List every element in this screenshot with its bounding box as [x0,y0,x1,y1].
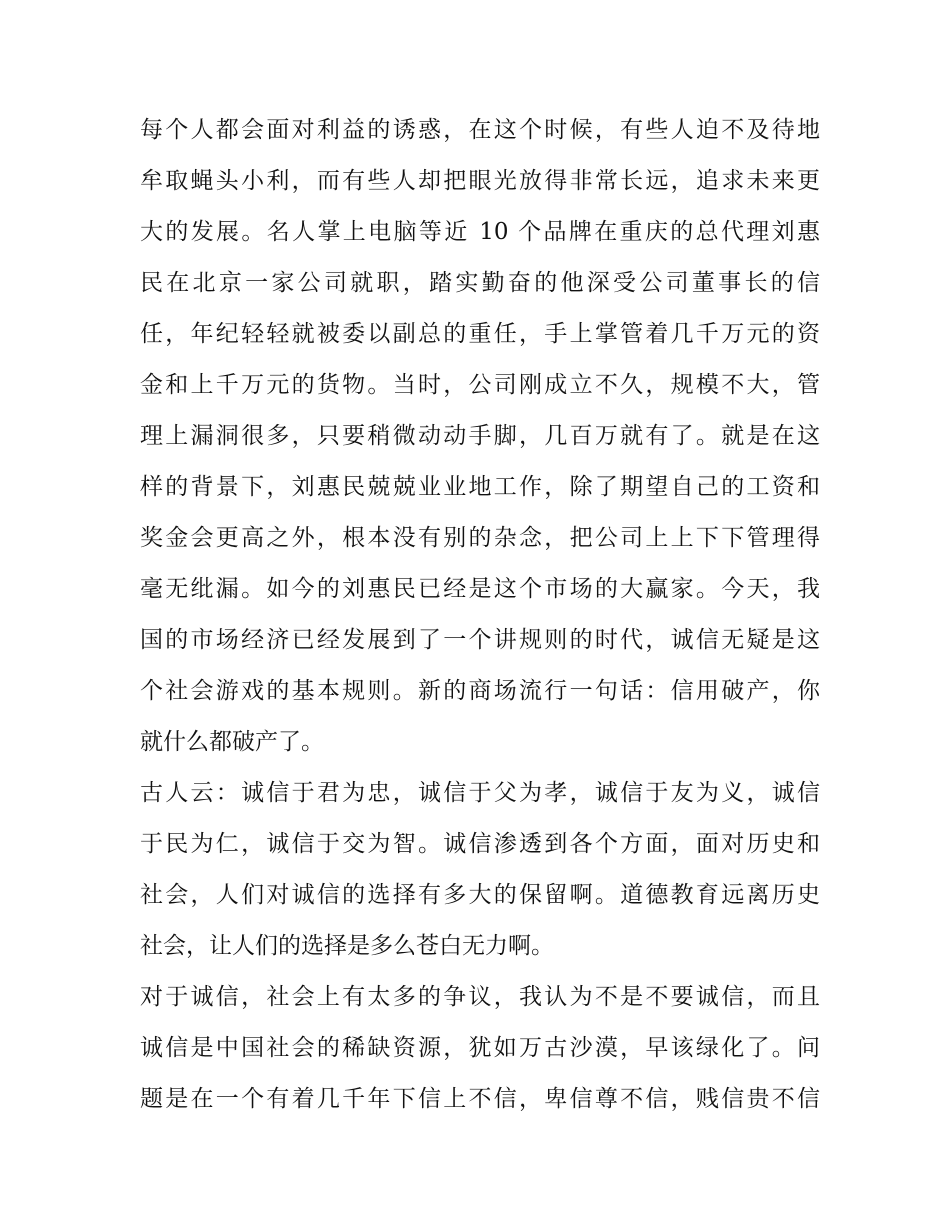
text-line: 诚信是中国社会的稀缺资源，犹如万古沙漠，早该绿化了。问 [140,1035,820,1061]
text-line: 对于诚信，社会上有太多的争议，我认为不是不要诚信，而且 [140,984,820,1010]
text-line: 个社会游戏的基本规则。新的商场流行一句话：信用破产，你 [140,678,820,704]
text-line: 样的背景下，刘惠民兢兢业业地工作，除了期望自己的工资和 [140,474,820,500]
text-line: 就什么都破产了。 [140,729,324,755]
text-line: 于民为仁，诚信于交为智。诚信渗透到各个方面，面对历史和 [140,831,820,857]
text-line: 社会，让人们的选择是多么苍白无力啊。 [140,933,554,959]
text-line: 牟取蝇头小利，而有些人却把眼光放得非常长远，追求未来更 [140,168,820,194]
text-line: 奖金会更高之外，根本没有别的杂念，把公司上上下下管理得 [140,525,820,551]
text-line: 题是在一个有着几千年下信上不信，卑信尊不信，贱信贵不信 [140,1086,820,1112]
text-line: 每个人都会面对利益的诱惑，在这个时候，有些人迫不及待地 [140,117,820,143]
document-body-text [140,105,820,1125]
text-line: 理上漏洞很多，只要稍微动动手脚，几百万就有了。就是在这 [140,423,820,449]
text-line: 民在北京一家公司就职，踏实勤奋的他深受公司董事长的信 [140,270,820,296]
text-line: 社会，人们对诚信的选择有多大的保留啊。道德教育远离历史 [140,882,820,908]
text-line: 大的发展。名人掌上电脑等近 10 个品牌在重庆的总代理刘惠 [140,219,820,245]
text-line: 任，年纪轻轻就被委以副总的重任，手上掌管着几千万元的资 [140,321,820,347]
text-line: 国的市场经济已经发展到了一个讲规则的时代，诚信无疑是这 [140,627,820,653]
text-line: 毫无纰漏。如今的刘惠民已经是这个市场的大赢家。今天，我 [140,576,820,602]
text-line: 古人云：诚信于君为忠，诚信于父为孝，诚信于友为义，诚信 [140,780,820,806]
text-line: 金和上千万元的货物。当时，公司刚成立不久，规模不大，管 [140,372,820,398]
